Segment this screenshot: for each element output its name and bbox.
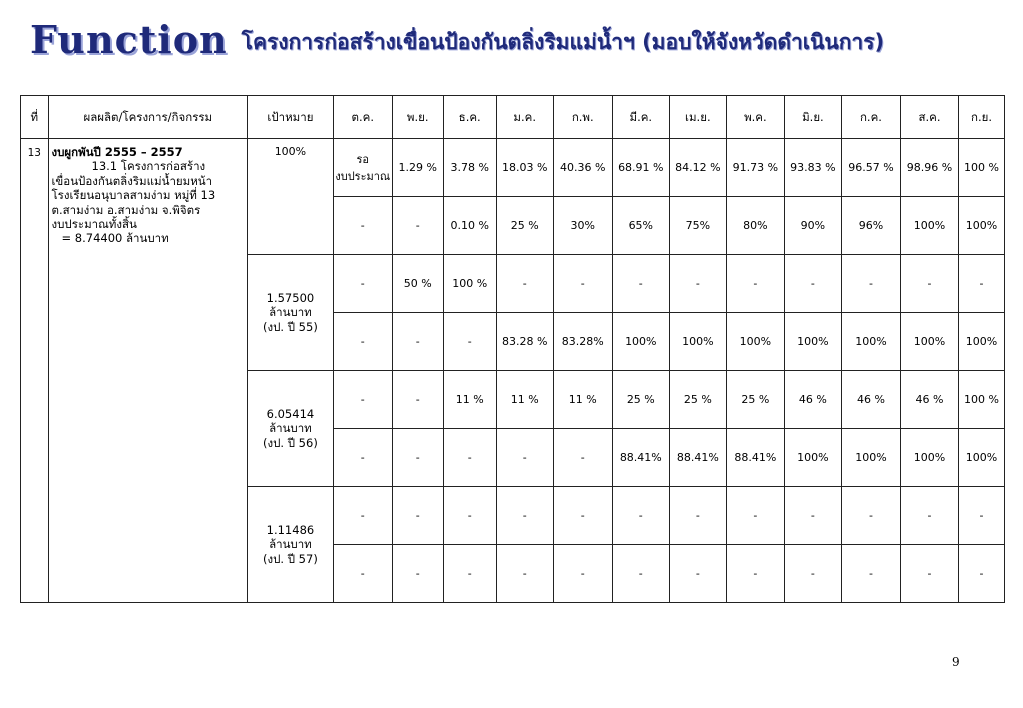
month-cell: 25 % (669, 371, 726, 429)
month-cell: 100 % (959, 371, 1005, 429)
month-cell: 100% (901, 197, 959, 255)
month-cell: 46 % (784, 371, 841, 429)
month-cell: - (959, 487, 1005, 545)
month-cell: 100% (784, 313, 841, 371)
schedule-table (20, 95, 1005, 603)
column-header: มี.ค. (612, 96, 669, 139)
budget-target-line: 1.11486 (266, 522, 315, 537)
month-cell: - (392, 545, 443, 603)
month-cell: - (784, 545, 841, 603)
month-cell: - (333, 429, 392, 487)
month-cell: - (841, 255, 900, 313)
month-cell: 100% (959, 197, 1005, 255)
title-main: Function (30, 16, 228, 62)
month-cell: 11 % (496, 371, 553, 429)
month-cell: 96.57 % (841, 139, 900, 197)
month-cell: 1.29 % (392, 139, 443, 197)
column-header: ผลผลิต/โครงการ/กิจกรรม (48, 96, 248, 139)
budget-target-line: ล้านบาท (269, 305, 312, 320)
month-cell: 46 % (901, 371, 959, 429)
month-cell: - (392, 197, 443, 255)
month-cell: - (726, 545, 784, 603)
page-title (30, 14, 884, 64)
month-cell: - (333, 313, 392, 371)
month-cell: - (669, 487, 726, 545)
month-cell: - (612, 487, 669, 545)
month-cell: 50 % (392, 255, 443, 313)
month-cell: - (496, 487, 553, 545)
project-line: เขื่อนป้องกันตลิ่งริมแม่น้ำยมหน้า (51, 173, 213, 188)
month-cell: 18.03 % (496, 139, 553, 197)
month-cell: 100% (612, 313, 669, 371)
month-cell: 88.41% (612, 429, 669, 487)
month-cell: - (333, 545, 392, 603)
month-cell: - (392, 487, 443, 545)
project-line: งบผูกพันปี 2555 – 2557 (51, 145, 183, 159)
month-cell: 25 % (612, 371, 669, 429)
budget-target (248, 255, 334, 371)
project-description (48, 139, 248, 603)
budget-target (248, 487, 334, 603)
month-cell: - (553, 429, 612, 487)
budget-target-line: (งป. ปี 55) (263, 319, 318, 334)
month-cell: 11 % (553, 371, 612, 429)
month-cell: 75% (669, 197, 726, 255)
column-header: ม.ค. (496, 96, 553, 139)
budget-target-line: ล้านบาท (269, 421, 312, 436)
month-cell: 88.41% (726, 429, 784, 487)
month-cell: 91.73 % (726, 139, 784, 197)
month-cell: 100% (726, 313, 784, 371)
month-cell: - (901, 545, 959, 603)
budget-target-line: (งป. ปี 56) (263, 435, 318, 450)
budget-target-line: ล้านบาท (269, 537, 312, 552)
month-cell: 88.41% (669, 429, 726, 487)
month-cell: - (553, 487, 612, 545)
budget-target (248, 371, 334, 487)
month-cell: - (392, 429, 443, 487)
month-cell: - (612, 255, 669, 313)
month-cell: - (901, 255, 959, 313)
month-cell: - (333, 371, 392, 429)
month-cell: 96% (841, 197, 900, 255)
month-cell: 100% (784, 429, 841, 487)
column-header: ก.ค. (841, 96, 900, 139)
column-header: ธ.ค. (443, 96, 496, 139)
month-cell: - (841, 487, 900, 545)
month-cell: 83.28 % (496, 313, 553, 371)
month-cell: - (443, 545, 496, 603)
month-cell: 98.96 % (901, 139, 959, 197)
month-cell: - (784, 487, 841, 545)
month-cell: - (553, 545, 612, 603)
month-cell: 40.36 % (553, 139, 612, 197)
month-cell: 46 % (841, 371, 900, 429)
month-cell: 100% (841, 313, 900, 371)
month-cell: 100 % (959, 139, 1005, 197)
month-cell: - (333, 197, 392, 255)
month-cell: 25 % (496, 197, 553, 255)
column-header: ก.พ. (553, 96, 612, 139)
month-cell: 80% (726, 197, 784, 255)
month-cell: 100% (669, 313, 726, 371)
column-header: พ.ค. (726, 96, 784, 139)
month-cell: - (392, 313, 443, 371)
month-cell: - (443, 313, 496, 371)
month-cell: 0.10 % (443, 197, 496, 255)
month-cell: - (443, 487, 496, 545)
month-cell: - (553, 255, 612, 313)
month-cell: - (496, 255, 553, 313)
page-number: 9 (952, 655, 960, 669)
month-cell: - (726, 255, 784, 313)
month-cell-line: รอ (356, 152, 369, 166)
column-header: เป้าหมาย (248, 96, 334, 139)
month-cell: - (959, 255, 1005, 313)
month-cell: 65% (612, 197, 669, 255)
month-cell: - (669, 545, 726, 603)
month-cell: - (392, 371, 443, 429)
month-cell: 83.28% (553, 313, 612, 371)
month-cell: 100% (901, 429, 959, 487)
column-header: เม.ย. (669, 96, 726, 139)
month-cell: - (496, 429, 553, 487)
month-cell: - (612, 545, 669, 603)
project-line: ต.สามง่าม อ.สามง่าม จ.พิจิตร (51, 202, 201, 217)
month-cell: - (496, 545, 553, 603)
month-cell: 68.91 % (612, 139, 669, 197)
project-line: = 8.74400 ล้านบาท (61, 231, 169, 246)
month-cell: - (784, 255, 841, 313)
month-cell: - (959, 545, 1005, 603)
month-cell: - (841, 545, 900, 603)
column-header: ที่ (21, 96, 49, 139)
month-cell: - (726, 487, 784, 545)
table-row (21, 139, 1005, 197)
month-cell-line: งบประมาณ (335, 169, 391, 183)
month-cell: 100 % (443, 255, 496, 313)
month-cell: 25 % (726, 371, 784, 429)
column-header: ก.ย. (959, 96, 1005, 139)
title-subtitle: โครงการก่อสร้างเขื่อนป้องกันตลิ่งริมแม่น้ำฯ (มอบให้จังหวัดดำเนินการ) (241, 29, 885, 54)
month-cell: 84.12 % (669, 139, 726, 197)
table-header-row (21, 96, 1005, 139)
budget-target-line: 6.05414 (266, 406, 315, 421)
project-line: 13.1 โครงการก่อสร้าง (91, 159, 206, 174)
project-line: งบประมาณทั้งสิ้น (51, 216, 137, 231)
month-cell: 11 % (443, 371, 496, 429)
month-cell: 100% (959, 429, 1005, 487)
month-cell: 93.83 % (784, 139, 841, 197)
month-cell: - (901, 487, 959, 545)
month-cell: 3.78 % (443, 139, 496, 197)
column-header: มิ.ย. (784, 96, 841, 139)
month-cell: - (669, 255, 726, 313)
month-cell: - (333, 487, 392, 545)
budget-target-line: 1.57500 (266, 290, 315, 305)
column-header: ต.ค. (333, 96, 392, 139)
month-cell: 100% (841, 429, 900, 487)
month-cell: 100% (901, 313, 959, 371)
month-cell: 100% (959, 313, 1005, 371)
month-cell: - (443, 429, 496, 487)
column-header: ส.ค. (901, 96, 959, 139)
column-header: พ.ย. (392, 96, 443, 139)
month-cell: - (333, 255, 392, 313)
item-number: 13 (21, 139, 49, 603)
overall-target: 100% (248, 139, 334, 255)
month-cell (333, 139, 392, 197)
budget-target-line: (งป. ปี 57) (263, 551, 318, 566)
project-line: โรงเรียนอนุบาลสามง่าม หมู่ที่ 13 (51, 188, 216, 203)
month-cell: 30% (553, 197, 612, 255)
month-cell: 90% (784, 197, 841, 255)
